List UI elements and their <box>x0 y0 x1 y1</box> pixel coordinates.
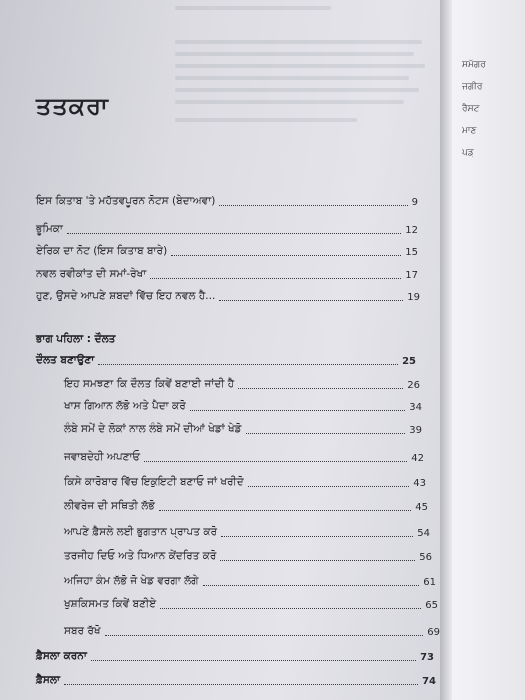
next-page-line: ਪਡ਼ <box>462 148 474 158</box>
bleed-through-text <box>175 6 435 130</box>
toc-section[interactable]: ਦੌਲਤ ਬਣਾਉਣਾ 25 <box>36 354 416 367</box>
toc-entry[interactable]: ਏਰਿਕ ਦਾ ਨੋਟ (ਇਸ ਕਿਤਾਬ ਬਾਰੇ) 15 <box>36 245 418 258</box>
toc-subentry[interactable]: ਇਹ ਸਮਝਣਾ ਕਿ ਦੌਲਤ ਕਿਵੇਂ ਬਣਾਈ ਜਾਂਦੀ ਹੈ 26 <box>64 378 420 391</box>
toc-subentry[interactable]: ਆਪਣੇ ਫ਼ੈਸਲੇ ਲਈ ਭੁਗਤਾਨ ਪ੍ਰਾਪਤ ਕਰੋ 54 <box>64 526 430 539</box>
toc-subentry[interactable]: ਕਿਸੇ ਕਾਰੋਬਾਰ ਵਿੱਚ ਇਕੁਇਟੀ ਬਣਾਓ ਜਾਂ ਖਰੀਦੋ 43 <box>64 476 426 489</box>
next-page-line: ਜਗੀਰ <box>462 82 483 92</box>
toc-subentry[interactable]: ਖਾਸ ਗਿਆਨ ਲੱਭੋ ਅਤੇ ਪੈਦਾ ਕਰੋ 34 <box>64 400 422 413</box>
toc-section[interactable]: ਫ਼ੈਸਲਾ 74 <box>36 674 436 687</box>
toc-entry[interactable]: ਹੁਣ, ਉਸਦੇ ਆਪਣੇ ਸ਼ਬਦਾਂ ਵਿੱਚ ਇਹ ਨਵਲ ਹੈ... 19 <box>36 290 420 303</box>
toc-entry[interactable]: ਭੂਮਿਕਾ 12 <box>36 223 418 236</box>
next-page-line: ਮਾਣ <box>462 126 477 136</box>
toc-entry[interactable]: ਨਵਲ ਰਵੀਕਾਂਤ ਦੀ ਸਮਾਂ-ਰੇਖਾ 17 <box>36 268 418 281</box>
next-page-line: ਸਮੱਗਰ <box>462 60 486 70</box>
toc-entry[interactable]: ਇਸ ਕਿਤਾਬ 'ਤੇ ਮਹੱਤਵਪੂਰਨ ਨੋਟਸ (ਬੇਦਾਅਵਾ) 9 <box>36 195 418 208</box>
part-title: ਭਾਗ ਪਹਿਲਾ : ਦੌਲਤ <box>36 333 116 345</box>
book-page-right <box>452 0 525 700</box>
toc-section[interactable]: ਫ਼ੈਸਲਾ ਕਰਨਾ 73 <box>36 650 434 663</box>
toc-subentry[interactable]: ਅਜਿਹਾ ਕੰਮ ਲੱਭੋ ਜੋ ਖੇਡ ਵਰਗਾ ਲੱਗੇ 61 <box>64 575 436 588</box>
next-page-line: ਰੈਸਟ <box>462 104 480 114</box>
toc-subentry[interactable]: ਤਰਜੀਹ ਦਿਓ ਅਤੇ ਧਿਆਨ ਕੇਂਦਰਿਤ ਕਰੋ 56 <box>64 550 432 563</box>
toc-subentry[interactable]: ਲੰਬੇ ਸਮੇਂ ਦੇ ਲੋਕਾਂ ਨਾਲ ਲੰਬੇ ਸਮੇਂ ਦੀਆਂ ਖੇਡਾਂ ਖੇਡੋ 39 <box>64 423 422 436</box>
toc-subentry[interactable]: ਸਬਰ ਰੱਖੋ 69 <box>64 625 440 638</box>
toc-subentry[interactable]: ਜਵਾਬਦੇਹੀ ਅਪਣਾਓ 42 <box>64 451 424 464</box>
toc-subentry[interactable]: ਲੀਵਰੇਜ ਦੀ ਸਥਿਤੀ ਲੱਭੋ 45 <box>64 500 428 513</box>
toc-heading: ਤਤਕਰਾ <box>36 92 109 120</box>
toc-subentry[interactable]: ਖੁਸ਼ਕਿਸਮਤ ਕਿਵੇਂ ਬਣੀਏ 65 <box>64 598 438 611</box>
